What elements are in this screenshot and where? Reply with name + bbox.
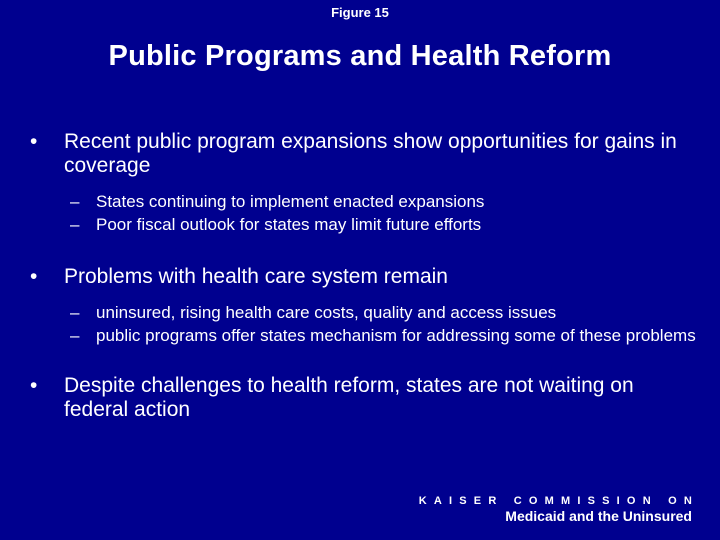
sub-text: States continuing to implement enacted expansions — [96, 192, 485, 211]
sub-text: public programs offer states mechanism for addressing some of these problems — [96, 326, 696, 345]
sub-list-1 — [30, 192, 700, 235]
bullet-list — [30, 130, 700, 422]
sub-text: uninsured, rising health care costs, quality and access issues — [96, 303, 557, 322]
dash-icon: – — [70, 303, 80, 322]
bullet-item-2 — [30, 265, 700, 289]
sub-item — [30, 215, 700, 235]
bullet-dot-icon: • — [30, 130, 38, 153]
footer-line-1: KAISER COMMISSION ON — [418, 495, 699, 507]
bullet-text: Recent public program expansions show opportunities for gains in coverage — [64, 130, 677, 177]
dash-icon: – — [70, 215, 80, 234]
bullet-item-1 — [30, 130, 700, 178]
slide-title: Public Programs and Health Reform — [108, 40, 612, 72]
figure-label: Figure 15 — [331, 5, 389, 20]
sub-list-2 — [30, 303, 700, 346]
sub-item — [30, 303, 700, 323]
dash-icon: – — [70, 326, 80, 345]
bullet-text: Problems with health care system remain — [64, 265, 448, 288]
sub-item — [30, 326, 700, 346]
footer-line-2: Medicaid and the Uninsured — [505, 508, 692, 524]
dash-icon: – — [70, 192, 80, 211]
bullet-dot-icon: • — [30, 265, 38, 288]
sub-text: Poor fiscal outlook for states may limit future efforts — [96, 215, 482, 234]
bullet-dot-icon: • — [30, 374, 38, 397]
sub-item — [30, 192, 700, 212]
kaiser-logo — [418, 495, 699, 524]
bullet-text: Despite challenges to health reform, states are not waiting on federal action — [64, 374, 634, 421]
bullet-item-3 — [30, 374, 700, 422]
